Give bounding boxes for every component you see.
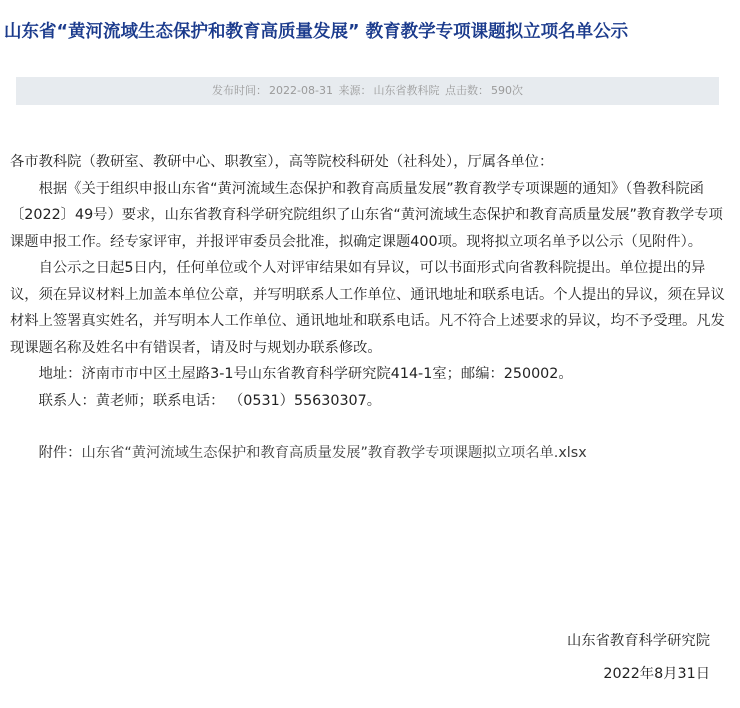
publish-time: 2022-08-31: [269, 84, 333, 97]
paragraph-notice: 根据《关于组织申报山东省“黄河流域生态保护和教育高质量发展”教育教学专项课题的通知》（鲁教科院函〔2022〕49号）要求，山东省教育科学研究院组织了山东省“黄河流域生态保护和教育高质量发展”教育教学专项课题申报工作。经专家评审，并报评审委员会批准，拟确定课题400项。现将拟立项名单予以公示（见附件）。: [10, 180, 723, 250]
attachment-link[interactable]: 山东省“黄河流域生态保护和教育高质量发展”教育教学专项课题拟立项名单.xlsx: [81, 445, 587, 461]
page-title: 山东省“黄河流域生态保护和教育高质量发展” 教育教学专项课题拟立项名单公示: [4, 22, 629, 42]
address-line: 地址：济南市市中区土屋路3-1号山东省教育科学研究院414-1室；邮编：250002。: [38, 366, 573, 382]
source-label: 来源：: [338, 84, 372, 97]
paragraph-objection: 自公示之日起5日内，任何单位或个人对评审结果如有异议，可以书面形式向省教科院提出。单位提出的异议，须在异议材料上加盖本单位公章，并写明联系人工作单位、通讯地址和联系电话。个人提出的异议，须在异议材料上签署真实姓名，并写明本人工作单位、通讯地址和联系电话。凡不符合上述要求的异议，均不予受理。凡发现课题名称及姓名中有错误者，请及时与规划办联系修改。: [10, 260, 725, 356]
signature-date: 2022年8月31日: [603, 666, 710, 682]
click-count: 590次: [490, 84, 523, 97]
attachment-line: [10, 440, 726, 467]
source: 山东省教科院: [373, 84, 440, 97]
article-meta-bar: [16, 77, 719, 105]
click-count-label: 点击数：: [444, 84, 489, 97]
signature-org: 山东省教育科学研究院: [567, 633, 710, 649]
contact-line: 联系人：黄老师；联系电话： （0531）55630307。: [38, 392, 382, 409]
publish-time-label: 发布时间：: [212, 84, 268, 97]
article-body: [10, 149, 726, 467]
salutation: 各市教科院（教研室、教研中心、职教室），高等院校科研处（社科处），厅属各单位：: [10, 154, 554, 170]
attachment-label: 附件：: [38, 445, 82, 461]
